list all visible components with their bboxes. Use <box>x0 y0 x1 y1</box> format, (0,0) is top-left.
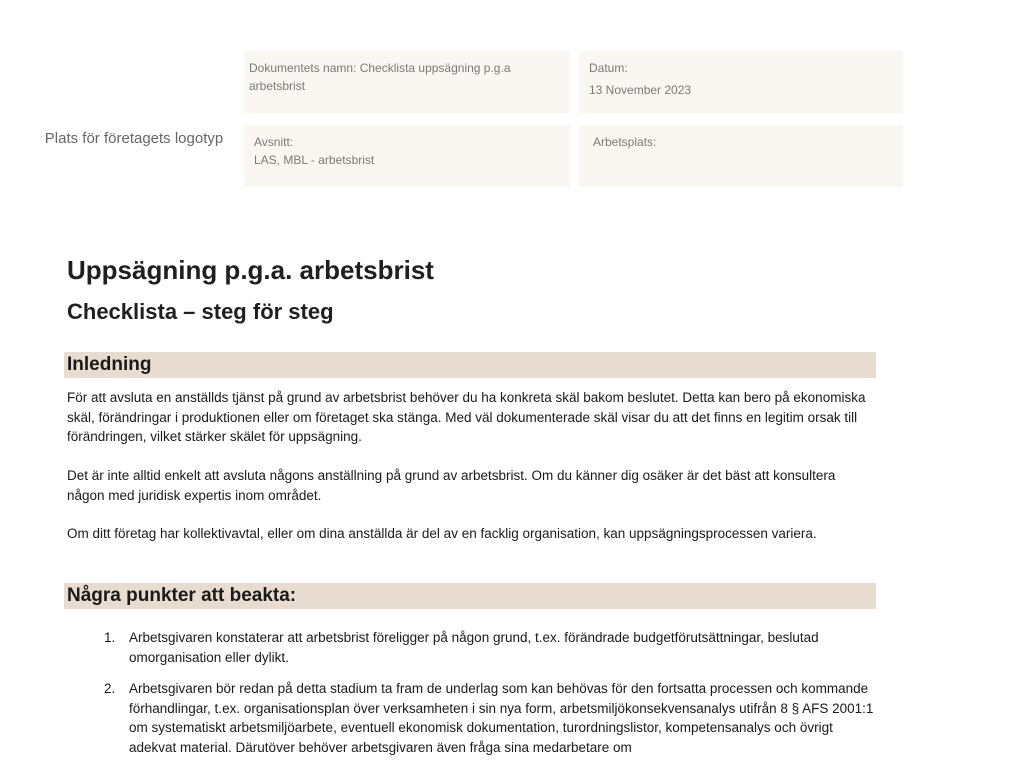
section-cell <box>244 125 570 187</box>
list-item-text: Arbetsgivaren konstaterar att arbetsbrist föreligger på någon grund, t.ex. förändrade budgetförutsättningar, beslutad omorganisation eller dylikt. <box>129 630 819 665</box>
section-label: Avsnitt: <box>254 135 294 149</box>
intro-paragraph: Om ditt företag har kollektivavtal, eller om dina anställda är del av en facklig organisation, kan uppsägningsprocessen variera. <box>67 526 817 541</box>
date-label: Datum: <box>589 61 628 75</box>
document-title: Uppsägning p.g.a. arbetsbrist <box>67 255 434 285</box>
date-value: 13 November 2023 <box>589 83 692 97</box>
section-value: LAS, MBL - arbetsbrist <box>254 153 375 167</box>
list-item-number: 2. <box>104 681 116 696</box>
document-name: Dokumentets namn: Checklista uppsägning p.g.a arbetsbrist <box>249 61 511 93</box>
intro-paragraph: Det är inte alltid enkelt att avsluta någons anställning på grund av arbetsbrist. Om du känner dig osäker är det bäst att konsultera någon med juridisk expertis inom området. <box>67 468 836 503</box>
logo-placeholder: Plats för företagets logotyp <box>44 130 224 147</box>
document-name-cell <box>244 51 570 113</box>
workplace-cell <box>579 125 903 187</box>
list-item <box>67 628 877 667</box>
list-item-number: 1. <box>104 630 116 645</box>
list-item-text: Arbetsgivaren bör redan på detta stadium ta fram de underlag som kan behövas för den fortsatta processen och kommande förhandlingar, t.ex. organisationsplan över verksamheten i sin nya form, arbetsmiljökonsekvensanalys utifrån 8 § AFS 2001:1 om systematiskt arbetsmiljöarbete, eventuell ekonomisk dokumentation, turordningslistor, kompetensanalys och övrigt adekvat material. Därutöver behöver arbetsgivaren även fråga sina medarbetare om <box>129 681 874 755</box>
points-list <box>67 628 877 769</box>
points-heading: Några punkter att beakta: <box>64 583 876 609</box>
date-cell <box>579 51 903 113</box>
intro-paragraph: För att avsluta en anställds tjänst på grund av arbetsbrist behöver du ha konkreta skäl bakom beslutet. Detta kan bero på ekonomiska skäl, förändringar i produktionen eller om företaget ska stänga. Med väl dokumenterade skäl visar du att det finns en legitim orsak till förändringen, vilket stärker skälet för uppsägning. <box>67 390 866 444</box>
list-item <box>67 679 877 757</box>
document-subtitle: Checklista – steg för steg <box>67 299 334 324</box>
workplace-label: Arbetsplats: <box>593 135 657 149</box>
intro-heading: Inledning <box>64 352 876 378</box>
